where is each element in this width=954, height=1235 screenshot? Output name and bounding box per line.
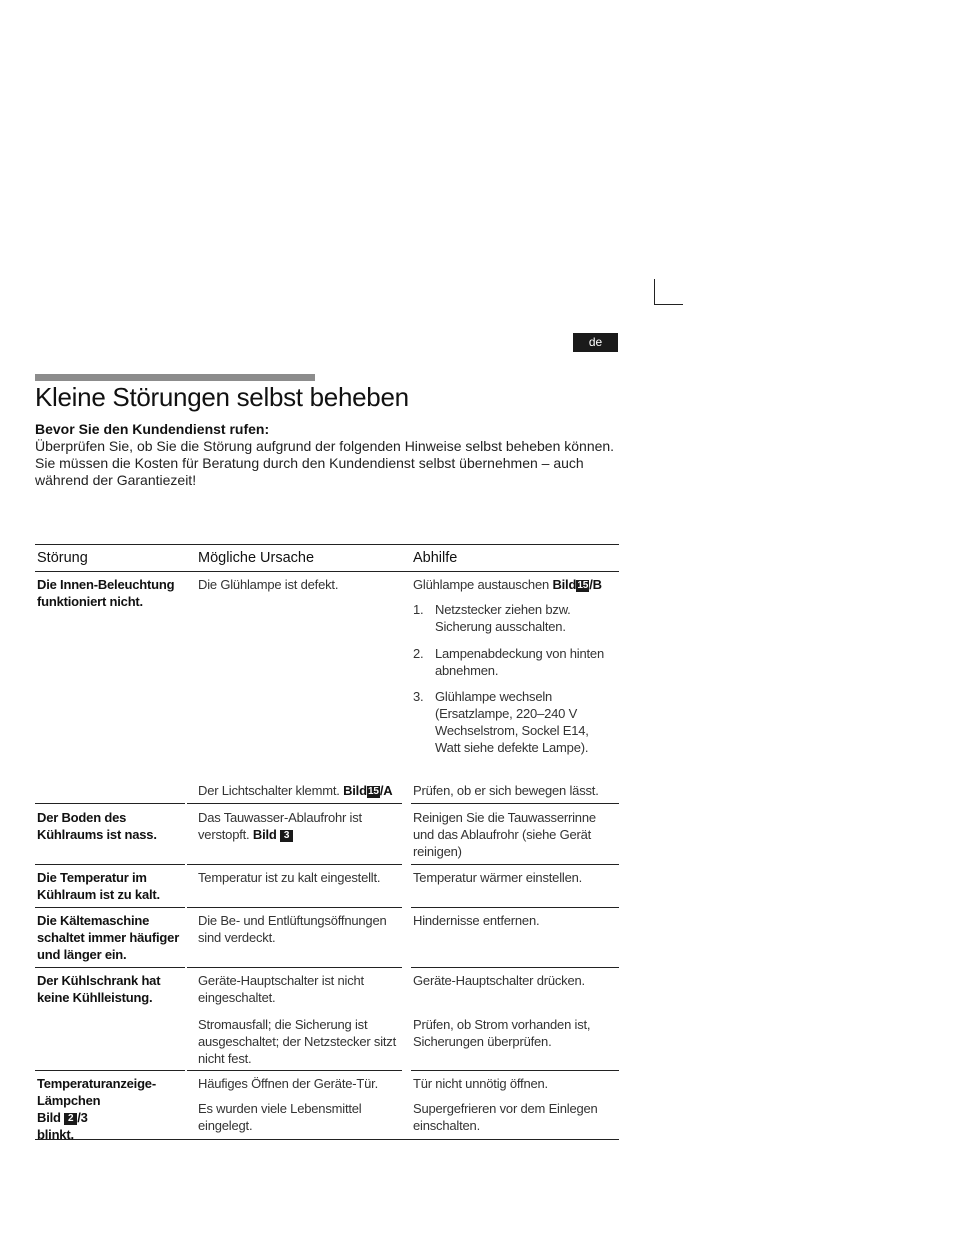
language-badge: de bbox=[573, 333, 618, 352]
header-abhilfe: Abhilfe bbox=[413, 550, 458, 566]
row1-remedy-1 bbox=[413, 576, 619, 593]
row6-symptom-ref bbox=[37, 1109, 182, 1126]
row-divider bbox=[187, 803, 402, 804]
header-stoerung: Störung bbox=[37, 550, 88, 566]
row-divider bbox=[35, 803, 185, 804]
step-number: 1. bbox=[413, 602, 424, 617]
row1-cause-2 bbox=[198, 782, 408, 799]
row2-remedy: Reinigen Sie die Tauwasserrinne und das Ablaufrohr (siehe Gerät reinigen) bbox=[413, 810, 596, 859]
row4-cause: Die Be- und Entlüftungsöffnungen sind verdeckt. bbox=[198, 913, 387, 945]
figure-ref-suffix: /A bbox=[379, 783, 393, 798]
row6-remedy-1: Tür nicht unnötig öffnen. bbox=[413, 1076, 548, 1091]
step-text: Glühlampe wechseln (Ersatzlampe, 220–240 V Wechselstrom, Sockel E14, Watt siehe defekte Lampe). bbox=[435, 689, 589, 755]
row1-step bbox=[413, 688, 619, 772]
step-number: 2. bbox=[413, 646, 424, 661]
row4-remedy: Hindernisse entfernen. bbox=[413, 913, 540, 928]
row-divider bbox=[411, 1070, 619, 1071]
step-text: Lampenabdeckung von hinten abnehmen. bbox=[435, 646, 604, 678]
figure-ref-word: Bild bbox=[552, 577, 577, 592]
table-header-row bbox=[35, 544, 619, 572]
row6-cause-1: Häufiges Öffnen der Geräte-Tür. bbox=[198, 1076, 378, 1091]
row-divider bbox=[187, 967, 402, 968]
row5-remedy-2: Prüfen, ob Strom vorhanden ist, Sicherungen überprüfen. bbox=[413, 1017, 591, 1049]
figure-number-badge: 2 bbox=[64, 1113, 77, 1125]
step-number: 3. bbox=[413, 689, 424, 704]
row1-step bbox=[413, 645, 619, 679]
row2-cause bbox=[198, 809, 388, 843]
row6-remedy-2: Supergefrieren vor dem Einlegen einschalten. bbox=[413, 1101, 598, 1133]
row1-remedy-1-text: Glühlampe austauschen bbox=[413, 577, 550, 592]
figure-ref-suffix: /3 bbox=[77, 1110, 88, 1125]
figure-number-badge: 15 bbox=[577, 580, 589, 591]
row-divider bbox=[35, 967, 185, 968]
row-divider bbox=[187, 907, 402, 908]
row-divider bbox=[187, 864, 402, 865]
row6-symptom-end: blinkt. bbox=[37, 1127, 74, 1142]
row-divider bbox=[35, 907, 185, 908]
intro-paragraph-2: Sie müssen die Kosten für Beratung durch den Kundendienst selbst übernehmen – auch während der Garantiezeit! bbox=[35, 455, 584, 488]
row-divider bbox=[411, 864, 619, 865]
row-divider bbox=[411, 803, 619, 804]
row1-remedy-2: Prüfen, ob er sich bewegen lässt. bbox=[413, 783, 599, 798]
row-divider bbox=[411, 907, 619, 908]
intro-paragraph-1: Überprüfen Sie, ob Sie die Störung aufgrund der folgenden Hinweise selbst beheben können. bbox=[35, 438, 615, 454]
figure-number-badge: 3 bbox=[280, 830, 293, 842]
row-divider bbox=[411, 967, 619, 968]
table-bottom-rule bbox=[35, 1139, 619, 1140]
row4-symptom: Die Kältemaschine schaltet immer häufiger und länger ein. bbox=[37, 913, 180, 962]
crop-mark bbox=[654, 279, 683, 305]
row-divider bbox=[35, 864, 185, 865]
row-divider bbox=[187, 1070, 402, 1071]
step-text: Netzstecker ziehen bzw. Sicherung ausschalten. bbox=[435, 602, 571, 634]
row3-remedy: Temperatur wärmer einstellen. bbox=[413, 870, 583, 885]
row5-cause-2: Stromausfall; die Sicherung ist ausgeschaltet; der Netzstecker sitzt nicht fest. bbox=[198, 1017, 397, 1066]
row1-cause-2-text: Der Lichtschalter klemmt. bbox=[198, 783, 340, 798]
intro-section bbox=[35, 421, 619, 489]
intro-heading: Bevor Sie den Kundendienst rufen: bbox=[35, 421, 270, 437]
title-accent-bar bbox=[35, 374, 315, 381]
row6-symptom bbox=[37, 1075, 182, 1143]
figure-ref-suffix: /B bbox=[589, 577, 602, 592]
row-divider bbox=[35, 1070, 185, 1071]
row2-cause-text: Das Tauwasser-Ablaufrohr ist verstopft. bbox=[198, 810, 362, 842]
row5-remedy-1: Geräte-Hauptschalter drücken. bbox=[413, 973, 585, 988]
row1-cause-1: Die Glühlampe ist defekt. bbox=[198, 577, 339, 592]
row3-symptom: Die Temperatur im Kühlraum ist zu kalt. bbox=[37, 870, 160, 902]
row1-symptom: Die Innen-Beleuchtung funktioniert nicht. bbox=[37, 577, 175, 609]
page-title: Kleine Störungen selbst beheben bbox=[35, 382, 409, 412]
figure-ref-word: Bild bbox=[37, 1110, 61, 1125]
row1-step bbox=[413, 601, 619, 635]
row6-cause-2: Es wurden viele Lebensmittel eingelegt. bbox=[198, 1101, 362, 1133]
figure-ref-word: Bild bbox=[252, 827, 277, 842]
row3-cause: Temperatur ist zu kalt eingestellt. bbox=[198, 870, 381, 885]
header-ursache: Mögliche Ursache bbox=[198, 550, 315, 566]
figure-number-badge: 15 bbox=[367, 786, 379, 797]
row2-symptom: Der Boden des Kühlraums ist nass. bbox=[37, 810, 157, 842]
row6-symptom-text: Temperaturanzeige-Lämpchen bbox=[37, 1076, 156, 1108]
row5-cause-1: Geräte-Hauptschalter ist nicht eingeschaltet. bbox=[198, 973, 364, 1005]
row5-symptom: Der Kühlschrank hat keine Kühlleistung. bbox=[37, 973, 161, 1005]
figure-ref-word: Bild bbox=[343, 783, 367, 798]
